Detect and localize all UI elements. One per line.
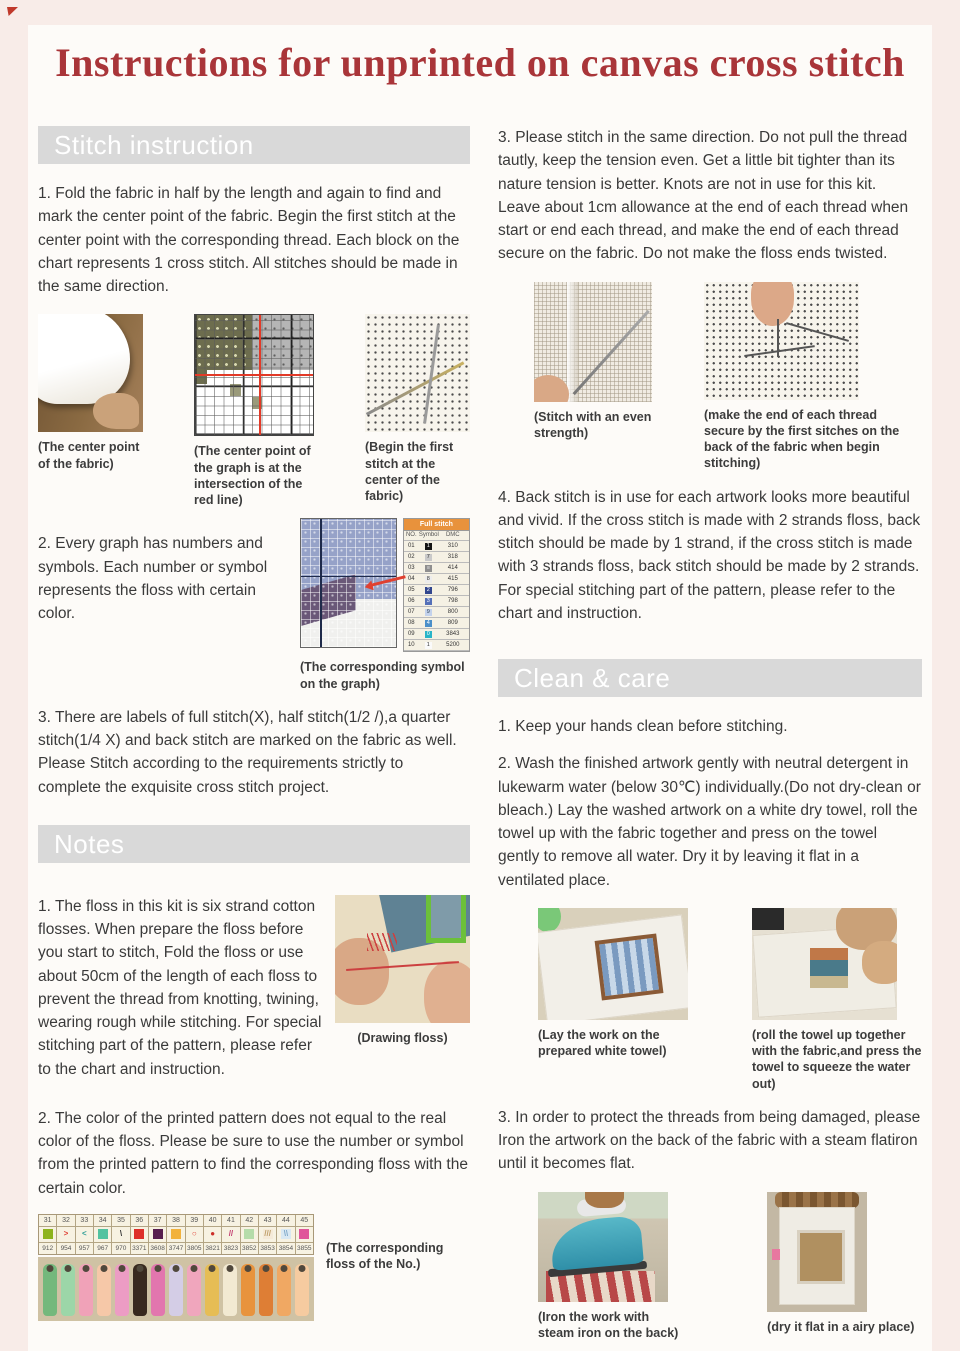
hand-shape — [585, 1192, 624, 1209]
floss-dmc-code: 3823 — [223, 1244, 239, 1252]
bundle-hole — [83, 1265, 90, 1272]
floss-dmc-code: 957 — [78, 1244, 90, 1252]
floss-bundle — [79, 1264, 93, 1316]
legend-no: 10 — [407, 642, 415, 649]
figure-secure-thread — [704, 282, 904, 472]
floss-number: 45 — [296, 1215, 313, 1227]
floss-symbol-cell — [167, 1227, 184, 1243]
floss-symbol — [153, 1229, 163, 1239]
floss-bundle — [187, 1264, 201, 1316]
legend-dmc: 809 — [447, 620, 458, 627]
floss-chart-column — [39, 1215, 57, 1254]
floss-symbol: < — [81, 1229, 87, 1239]
floss-symbol-cell — [149, 1227, 166, 1243]
legend-title: Full stitch — [404, 519, 469, 531]
legend-symbol-swatch: 1 — [426, 641, 430, 648]
legend-row — [404, 607, 469, 618]
bundle-hole — [173, 1265, 180, 1272]
section-header-notes — [38, 825, 470, 863]
floss-dmc-code: 970 — [115, 1244, 127, 1252]
pin-shape — [772, 1249, 780, 1260]
legend-no: 07 — [407, 609, 415, 616]
floss-symbol — [299, 1229, 309, 1239]
section-header-stitch-instruction — [38, 126, 470, 164]
caption-roll-towel: (roll the towel up together with the fabric,and press the towel to squeeze the water out) — [752, 1027, 922, 1091]
full-stitch-legend — [403, 518, 470, 652]
bundle-hole — [101, 1265, 108, 1272]
floss-symbol: \\ — [281, 1229, 291, 1239]
floss-strands-shape — [367, 933, 397, 951]
legend-no: 05 — [407, 587, 415, 594]
bundle-hole — [244, 1265, 251, 1272]
photo-graph-red-cross — [194, 314, 314, 436]
floss-number: 32 — [57, 1215, 74, 1227]
legend-row — [404, 563, 469, 574]
floss-symbol-cell — [186, 1227, 203, 1243]
bundle-hole — [298, 1265, 305, 1272]
paragraph-fold-fabric: 1. Fold the fabric in half by the length and again to find and mark the center point of the fabric. Begin the first stitch at the center point with the corresponding thread. Each block on the chart represents 1 cross stitch. All stitches should be made in the same direction. — [38, 185, 460, 295]
floss-dmc-code: 912 — [42, 1244, 54, 1252]
hand-shape — [93, 393, 139, 428]
legend-row — [404, 541, 469, 552]
notes-heading: Notes — [54, 828, 125, 859]
legend-header-symbol: Symbol — [418, 532, 439, 539]
legend-dmc: 414 — [447, 565, 458, 572]
legend-no: 06 — [407, 598, 415, 605]
legend-no: 04 — [407, 576, 415, 583]
floss-symbol — [134, 1229, 144, 1239]
artwork-shape — [810, 948, 848, 988]
floss-number: 43 — [259, 1215, 276, 1227]
photo-roll-towel — [752, 908, 897, 1020]
floss-symbol: > — [63, 1229, 69, 1239]
bundle-hole — [262, 1265, 269, 1272]
legend-header-dmc: DMC — [445, 532, 460, 539]
page-title: Instructions for unprinted on canvas cross stitch — [55, 40, 905, 85]
floss-chart — [38, 1214, 314, 1321]
finger-shape — [424, 961, 470, 1022]
paragraph-printed-color: 2. The color of the printed pattern does not equal to the real color of the floss. Please be sure to use the number or symbol from the printed pattern to find the corresponding floss with the certain color. — [38, 1109, 468, 1197]
photo-dry-flat — [767, 1192, 867, 1312]
floss-chart-column — [296, 1215, 313, 1254]
floss-symbol-cell — [296, 1227, 313, 1243]
floss-chart-column — [222, 1215, 240, 1254]
paragraph-stitch-labels: 3. There are labels of full stitch(X), half stitch(1/2 /),a quarter stitch(1/4 X) and back stitch are marked on the fabric as well. Please Stitch according to the requirements strictly to complete the exquisite cross stitch project. — [38, 708, 457, 796]
green-rack-shape — [426, 895, 466, 943]
floss-number: 36 — [131, 1215, 148, 1227]
legend-symbol-swatch: 1 — [426, 542, 430, 549]
figure-symbol-graph — [300, 518, 470, 692]
bundle-hole — [208, 1265, 215, 1272]
floss-dmc-code: 3855 — [297, 1244, 312, 1252]
floss-kit-block — [38, 881, 470, 1093]
bundle-hole — [137, 1265, 144, 1272]
floss-dmc-code: 954 — [60, 1244, 72, 1252]
legend-symbol-swatch: 8 — [426, 575, 430, 582]
bundle-hole — [155, 1265, 162, 1272]
floss-symbol-cell — [57, 1227, 74, 1243]
floss-symbol-cell — [39, 1227, 56, 1243]
legend-dmc: 796 — [447, 587, 458, 594]
floss-symbol — [98, 1229, 108, 1239]
floss-bundle — [241, 1264, 255, 1316]
floss-symbol: ● — [210, 1229, 216, 1239]
legend-symbol-swatch: 4 — [426, 619, 430, 626]
floss-bundle — [43, 1264, 57, 1316]
floss-dmc-code: 3852 — [242, 1244, 257, 1252]
floss-symbol-cell — [94, 1227, 111, 1243]
floss-number: 34 — [94, 1215, 111, 1227]
figure-row-tension — [498, 282, 922, 472]
floss-symbol-cell — [241, 1227, 258, 1243]
floss-bundle — [169, 1264, 183, 1316]
legend-row — [404, 629, 469, 640]
legend-no: 08 — [407, 620, 415, 627]
legend-rows — [404, 541, 469, 651]
floss-number: 42 — [241, 1215, 258, 1227]
figure-even-strength — [534, 282, 652, 472]
floss-chart-column — [112, 1215, 130, 1254]
caption-secure-thread: (make the end of each thread secure by the first sitches on the back of the fabric when begin stitching) — [704, 407, 900, 471]
floss-bundle — [151, 1264, 165, 1316]
floss-symbol-cell — [76, 1227, 93, 1243]
legend-symbol-swatch: ≡ — [426, 564, 430, 571]
legend-no: 01 — [407, 543, 415, 550]
finger-shape — [534, 375, 569, 401]
floss-dmc-code: 3821 — [205, 1244, 220, 1252]
caption-drawing-floss: (Drawing floss) — [357, 1030, 448, 1045]
paragraph-clean-hands: 1. Keep your hands clean before stitching. — [498, 718, 788, 735]
floss-dmc-code: 3805 — [187, 1244, 202, 1252]
paragraph-floss-kit: 1. The floss in this kit is six strand cotton flosses. When prepare the floss before you start to stitch, Fold the floss or use about 50cm of the length of each floss to prevent the thread from knotting, twining, wearing rough while stitching. For special stitching part of the pattern, please refer to the chart and instruction. — [38, 897, 322, 1078]
floss-dmc-code: 3371 — [132, 1244, 147, 1252]
bundle-hole — [190, 1265, 197, 1272]
bundle-hole — [226, 1265, 233, 1272]
legend-symbol-swatch: 9 — [426, 608, 430, 615]
legend-row — [404, 585, 469, 596]
floss-bundle — [205, 1264, 219, 1316]
floss-number: 40 — [204, 1215, 221, 1227]
bundle-hole — [280, 1265, 287, 1272]
paragraph-wash: 2. Wash the finished artwork gently with neutral detergent in lukewarm water (below 30℃) individually.(Do not dry-clean or bleach.) Lay the washed artwork on a white dry towel, roll the towel up with the fabric together and press on the towel gently to remove all water. Dry it by leaving it flat in a ventilated place. — [498, 755, 921, 889]
fabric-crease-shape — [567, 282, 579, 402]
section-header-clean-care — [498, 659, 922, 697]
finger-shape — [751, 282, 794, 327]
floss-symbol — [244, 1229, 254, 1239]
floss-chart-column — [94, 1215, 112, 1254]
legend-row — [404, 596, 469, 607]
figure-drawing-floss — [335, 895, 470, 1046]
dark-corner-shape — [752, 908, 784, 930]
floss-number: 39 — [186, 1215, 203, 1227]
photo-folded-fabric — [38, 314, 143, 432]
floss-symbol — [171, 1229, 181, 1239]
figure-graph-center — [194, 314, 314, 508]
stitch-instruction-heading: Stitch instruction — [54, 130, 254, 160]
figure-begin-stitch — [365, 314, 470, 508]
legend-dmc: 3843 — [446, 631, 460, 638]
floss-bundle — [259, 1264, 273, 1316]
floss-symbol: \ — [119, 1229, 123, 1239]
floss-number-table — [38, 1214, 314, 1255]
symbol-graph-wrap — [300, 518, 470, 652]
floss-symbol-cell — [131, 1227, 148, 1243]
legend-dmc: 5200 — [446, 642, 460, 649]
floss-bundle — [133, 1264, 147, 1316]
floss-bundle — [223, 1264, 237, 1316]
legend-no: 09 — [407, 631, 415, 638]
instruction-sheet — [28, 25, 932, 1351]
floss-dmc-code: 3747 — [168, 1244, 184, 1252]
caption-symbol-graph: (The corresponding symbol on the graph) — [300, 660, 465, 691]
floss-chart-column — [167, 1215, 185, 1254]
figure-row-center-point — [38, 314, 470, 508]
figure-dry-flat — [767, 1192, 922, 1342]
legend-symbol-swatch: 3 — [426, 597, 430, 604]
photo-begin-first-stitch — [365, 314, 470, 432]
floss-dmc-code: 3853 — [260, 1244, 275, 1252]
floss-chart-column — [241, 1215, 259, 1254]
floss-symbol-cell — [277, 1227, 294, 1243]
legend-dmc: 318 — [447, 554, 458, 561]
legend-symbol-swatch: 0 — [426, 630, 430, 637]
thread-shape — [777, 319, 779, 357]
caption-lay-work: (Lay the work on the prepared white towel) — [538, 1027, 667, 1058]
bundle-hole — [65, 1265, 72, 1272]
floss-chart-column — [259, 1215, 277, 1254]
floss-bundle — [115, 1264, 129, 1316]
caption-graph-center: (The center point of the graph is at the intersection of the red line) — [194, 444, 311, 507]
figure-row-ironing — [498, 1192, 922, 1342]
floss-dmc-code: 3608 — [150, 1244, 165, 1252]
caption-even-strength: (Stitch with an even strength) — [534, 409, 652, 440]
floss-bundle — [295, 1264, 309, 1316]
legend-row — [404, 574, 469, 585]
photo-drawing-floss — [335, 895, 470, 1023]
floss-chart-column — [186, 1215, 204, 1254]
floss-symbol-cell — [112, 1227, 129, 1243]
legend-dmc: 798 — [447, 598, 458, 605]
floss-bundle — [61, 1264, 75, 1316]
red-center-line-horizontal — [195, 374, 313, 376]
corner-mark — [7, 7, 18, 16]
floss-chart-column — [277, 1215, 295, 1254]
caption-center-point-fabric: (The center point of the fabric) — [38, 440, 140, 471]
floss-chart-column — [76, 1215, 94, 1254]
legend-row — [404, 552, 469, 563]
legend-dmc: 415 — [447, 576, 458, 583]
figure-folded-fabric — [38, 314, 143, 508]
floss-number: 44 — [277, 1215, 294, 1227]
photo-secure-thread — [704, 282, 859, 400]
needle-shape — [366, 362, 465, 416]
wicker-shape — [775, 1192, 859, 1209]
paragraph-back-stitch: 4. Back stitch is in use for each artwork looks more beautiful and vivid. If the cross stitch is made with 2 strands floss, back stitch should be made by 1 strand, if the cross stitch is made with 3 strands floss, back stitch should be made by 2 strands. For special stitching part of the pattern, please refer to the chart and instruction. — [498, 488, 921, 622]
legend-dmc: 310 — [447, 543, 458, 550]
caption-dry-flat: (dry it flat in a airy place) — [767, 1319, 915, 1334]
floss-dmc-code: 3854 — [278, 1244, 294, 1252]
left-column — [38, 126, 470, 1351]
floss-symbol: // — [228, 1229, 234, 1239]
floss-number: 37 — [149, 1215, 166, 1227]
legend-header-no: NO. — [405, 532, 417, 539]
figure-roll-towel — [752, 908, 922, 1092]
floss-symbol-cell — [222, 1227, 239, 1243]
center-line-vertical — [320, 519, 322, 647]
bundle-hole — [47, 1265, 54, 1272]
photo-even-strength — [534, 282, 652, 402]
floss-chart-block — [38, 1214, 470, 1321]
floss-number: 38 — [167, 1215, 184, 1227]
clean-care-heading: Clean & care — [514, 663, 671, 693]
legend-row — [404, 640, 469, 651]
floss-chart-column — [57, 1215, 75, 1254]
legend-no: 03 — [407, 565, 415, 572]
floss-chart-column — [149, 1215, 167, 1254]
floss-chart-column — [204, 1215, 222, 1254]
floss-dmc-code: 967 — [97, 1244, 109, 1252]
artwork-shape — [797, 1230, 845, 1284]
needle-shape — [573, 310, 650, 395]
photo-lay-on-towel — [538, 908, 688, 1020]
photo-steam-iron — [538, 1192, 668, 1302]
center-line-horizontal — [301, 576, 396, 578]
legend-no: 02 — [407, 554, 415, 561]
floss-symbol-cell — [259, 1227, 276, 1243]
iron-body-shape — [549, 1215, 644, 1271]
caption-floss-no: (The corresponding floss of the No.) — [326, 1240, 444, 1271]
graph-symbols-block — [38, 518, 470, 692]
floss-bundle — [277, 1264, 291, 1316]
floss-bundle — [97, 1264, 111, 1316]
hand-shape — [862, 941, 897, 984]
legend-dmc: 800 — [447, 609, 458, 616]
artwork-shape — [595, 933, 664, 1000]
floss-symbol: ○ — [191, 1229, 197, 1239]
figure-row-washing — [498, 908, 922, 1092]
paragraph-same-direction: 3. Please stitch in the same direction. Do not pull the thread tautly, keep the tension even. Get a little bit tighter than its nature tension is better. Knots are not in use for this kit. Leave about 1cm allowance at the end of each thread when start or end each thread, and make the end of each thread secure on the fabric. Do not make the floss ends twisted. — [498, 129, 909, 263]
legend-row — [404, 618, 469, 629]
right-column — [498, 126, 922, 1351]
floss-number: 35 — [112, 1215, 129, 1227]
legend-symbol-swatch: 7 — [426, 553, 430, 560]
fabric-fold-shape — [38, 314, 130, 404]
floss-chart-column — [131, 1215, 149, 1254]
floss-symbol-cell — [204, 1227, 221, 1243]
legend-header-row — [404, 531, 469, 541]
figure-lay-work — [538, 908, 688, 1092]
caption-begin-stitch: (Begin the first stitch at the center of the fabric) — [365, 440, 454, 503]
two-column-layout — [28, 126, 932, 1351]
figure-iron-work — [538, 1192, 683, 1342]
floss-symbol — [43, 1229, 53, 1239]
paragraph-iron: 3. In order to protect the threads from being damaged, please Iron the artwork on the back of the fabric with a steam flatiron until it becomes flat. — [498, 1108, 921, 1173]
floss-symbol: /// — [264, 1229, 271, 1239]
photo-floss-bundles — [38, 1257, 314, 1321]
floss-number: 33 — [76, 1215, 93, 1227]
caption-iron-work: (Iron the work with steam iron on the back) — [538, 1309, 679, 1340]
thread-shape — [786, 322, 849, 342]
floss-number: 41 — [222, 1215, 239, 1227]
legend-symbol-swatch: 2 — [426, 586, 430, 593]
bundle-hole — [119, 1265, 126, 1272]
thread-shape — [745, 345, 816, 357]
paragraph-graph-symbols: 2. Every graph has numbers and symbols. Each number or symbol represents the floss with certain color. — [38, 535, 268, 622]
floss-number: 31 — [39, 1215, 56, 1227]
